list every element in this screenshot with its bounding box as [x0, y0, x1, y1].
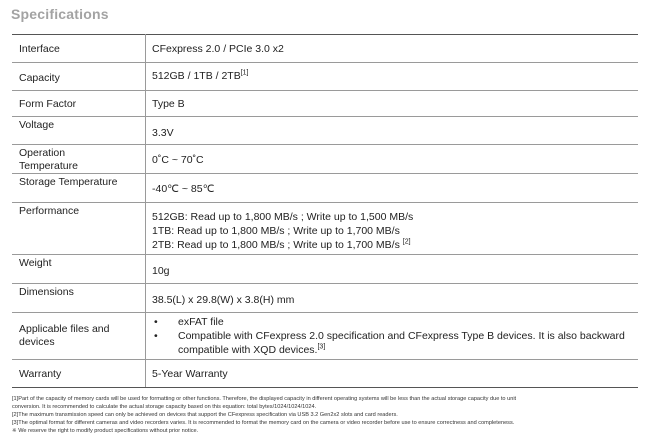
table-row: [12, 91, 638, 117]
row-value-form-factor: Type B: [146, 91, 639, 117]
table-row: [12, 63, 638, 91]
performance-line: 512GB: Read up to 1,800 MB/s ; Write up to 1,500 MB/s: [152, 211, 414, 223]
table-row: [12, 117, 638, 145]
row-value-applicable-files: [146, 313, 639, 360]
row-value-capacity: [146, 63, 639, 91]
table-row: [12, 174, 638, 203]
row-label-dimensions: Dimensions: [12, 284, 146, 313]
table-row: [12, 255, 638, 284]
list-item: • exFAT file: [154, 316, 224, 328]
performance-line: 1TB: Read up to 1,800 MB/s ; Write up to 1,700 MB/s: [152, 225, 400, 237]
performance-line: 2TB: Read up to 1,800 MB/s ; Write up to 1,700 MB/s: [152, 239, 403, 251]
footnote-ref: [1]: [240, 69, 249, 77]
row-label-capacity: Capacity: [12, 63, 146, 91]
table-row: [12, 203, 638, 255]
footnotes: [12, 395, 642, 435]
table-row: [12, 35, 638, 63]
bullet-icon: •: [154, 330, 158, 342]
row-label-performance: Performance: [12, 203, 146, 255]
row-label-voltage: Voltage: [12, 117, 146, 145]
footnote-3: [3]The optimal format for different cameras and video recorders varies. It is recommended to format the memory card on the camera or video recorder before use to ensure correctness and completeness.: [12, 420, 515, 426]
row-value-operation-temperature: 0˚C ~ 70˚C: [146, 145, 639, 174]
row-value-storage-temperature: -40℃ ~ 85℃: [146, 174, 639, 203]
list-item: • Compatible with CFexpress 2.0 specification and CFexpress Type B devices. It is also backward compatible with XQD devices.[3]: [154, 330, 625, 356]
footnote-ref: [3]: [317, 343, 326, 351]
page-title: Specifications: [11, 6, 109, 22]
table-row: [12, 360, 638, 388]
row-label-applicable-files: Applicable files and devices: [12, 313, 146, 360]
row-label-storage-temperature: Storage Temperature: [12, 174, 146, 203]
spec-table: [12, 34, 638, 388]
bullet-icon: •: [154, 316, 158, 328]
row-label-weight: Weight: [12, 255, 146, 284]
footnote-2: [2]The maximum transmission speed can only be achieved on devices that support the CFexpress specification via USB 3.2 Gen2x2 slots and card readers.: [12, 412, 398, 418]
footnote-1: [1]Part of the capacity of memory cards will be used for formatting or other functions. Therefore, the displayed capacity in different operating systems will be less than the actual storage capacity due to unit: [12, 396, 517, 402]
row-label-operation-temperature: Operation Temperature: [12, 145, 146, 174]
row-value-voltage: 3.3V: [146, 117, 639, 145]
capacity-text: 512GB / 1TB / 2TB: [152, 70, 241, 82]
row-label-warranty: Warranty: [12, 360, 146, 388]
row-value-performance: [146, 203, 639, 255]
footnote-ref: [2]: [402, 238, 411, 246]
row-label-interface: Interface: [12, 35, 146, 63]
row-value-dimensions: 38.5(L) x 29.8(W) x 3.8(H) mm: [146, 284, 639, 313]
table-row: [12, 145, 638, 174]
disclaimer-note: ※ We reserve the right to modify product specifications without prior notice.: [12, 428, 199, 434]
footnote-1-continued: conversion. It is recommended to calculate the actual storage capacity based on this equation: total bytes/1024/1024/1024.: [12, 404, 317, 410]
row-value-interface: CFexpress 2.0 / PCIe 3.0 x2: [146, 35, 639, 63]
table-row: [12, 313, 638, 360]
table-row: [12, 284, 638, 313]
row-value-weight: 10g: [146, 255, 639, 284]
row-label-form-factor: Form Factor: [12, 91, 146, 117]
bullet-list: [152, 315, 638, 357]
row-value-warranty: 5-Year Warranty: [146, 360, 639, 388]
